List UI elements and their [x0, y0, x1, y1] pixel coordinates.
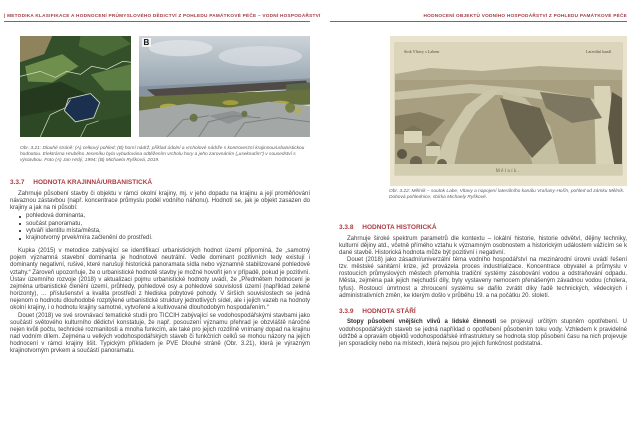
- figure-label-b: B: [143, 38, 150, 47]
- header-rule-right: [330, 21, 627, 22]
- section-title: HODNOTA STÁŘÍ: [362, 307, 416, 315]
- paragraph: Zahrnuje působení stavby či objektu v rámci okolní krajiny, mj. v jeho dopadu na krajinu a její proměňování návaznou zástavbou (např. koncentrace průmyslu podél vodního náhonu). Hodnotí se, jak je objekt zasazen do krajiny a jak na ni působí:: [10, 190, 310, 211]
- paragraph: [339, 319, 627, 348]
- postcard-label-canal: Laterální kanál: [586, 49, 612, 54]
- criteria-list: [10, 213, 310, 242]
- postcard-illustration: [390, 36, 627, 186]
- figure-caption-321: Obr. 3.21: Dlouhé stráně: (A) celkový pohled; (B) horní nádrž; příklad údolní a vrcholové nádrže s kontroverzní krajinnou/urbanistickou hodnotou. Elektrárna Hrubého Jeseníku byla vybudována odtěžením vrcholu hory a jeho zarovnáním („useknutím“) v sousedství s výstavbou. Foto (A) Jan Hrdý, 1994; (B) Michaela Ryšková, 2019.: [20, 146, 305, 164]
- paragraph-bold-lead: Stopy působení vnějších vlivů a lidské činnosti: [347, 319, 497, 326]
- paragraph: Kupka (2015) v metodice zabývající se identifikací urbanistických hodnot území připomíná, že „samotný pojem významná stavební dominanta je hodnotově neutrální. Vedle dominant pozitivních tedy existují i dominanty negativní, rušivé, které narušují historická panoramata sídla nebo významně stabilizované pohledové vztahy.“ Zároveň upozorňuje, že o urbanistické hodnotě stavby je možné hovořit jen v případě, pokud je pozitivní. Ústav územního rozvoje (2018) v aktualizaci pojmu urbanistické hodnoty uvádí, že „Předmětem hodnocení je zejména urbanistické členění území, průhledy, pohledové osy a pohledové souvislosti území (například zelené horizonty), … příslušenství a kvalita prostředí z hlediska pobytové pohody. V širších souvislostech se jedná nejenom o hodnotu dlouhodobé rozptýlené urbanistické struktury jednotlivých sídel, ale i jejich vazeb na hodnoty okolní krajiny, i o hodnotu krajiny samotné, vytvořené a kultivované dlouhodobým hospodařením.“: [10, 248, 310, 312]
- section-number: 3.3.9: [339, 307, 354, 315]
- photo-postcard-melnik: [390, 36, 627, 186]
- section-title: HODNOTA HISTORICKÁ: [362, 224, 437, 231]
- section-heading-338: [339, 224, 627, 232]
- list-item: vytváří identitu místa/města,: [19, 228, 310, 235]
- postcard-label-melnik: Mělník.: [495, 169, 521, 174]
- paragraph-rest: se projevují určitým stupněm opotřebení. U vodohospodářských staveb se jedná například o opotřebení působením toku vody. Vzhledem k pravidelné údržbě a opravám objektů vodohospodářské infrastruktury se hodnota stop působení času na nich projevuje jen sporadicky nebo na místech, která nejsou pro jejich funkčnost podstatná.: [339, 319, 627, 347]
- list-item: krajinotvorný prvek/míra začlenění do prostředí.: [19, 235, 310, 242]
- section-title: HODNOTA KRAJINNÁ/URBANISTICKÁ: [33, 179, 153, 186]
- paragraph: Douet (2018) jako zásadní/univerzální téma vodního hospodářství na mezinárodní úrovni uvádí řešení tzv. městské sanitární krize, jež provázela proces industrializace. Koncentrace obyvatel a průmyslu v rostoucích průmyslových městech přemohla tradiční systémy zásobování vodou a odstraňování odpadu. Města, zejména pak jejich nejchudší díly, byly vystaveny nemocem přenášeným závadnou vodou (cholera, tyfus). Rostoucí úmrtnost a zhroucení systému se dařilo zvrátit díky řadě technických, vědeckých i administrativních změn, ke kterým došlo v průběhu 19. a na počátku 20. století.: [339, 256, 627, 299]
- paragraph: Douet (2018) ve své srovnávací tematické studii pro TICCIH zabývající se vodohospodářskými stavbami jako součástí světového kulturního dědictví konstatuje, že např. posouzení významu přehrad je obzvláště náročné nejen kvůli počtu, technické rozmanitosti a mnoha funkcím, ale také pro jejich rozdílně vnímaný dopad na krajinu nad vodním dílem. Zejména u velkých vodohospodářských staveb či funkčních celků se mohou názory na jejich hodnocení v rámci krajiny lišit. Typickým příkladem je PVE Dlouhé stráně (Obr. 3.21), která je výrazným krajinotvorným prvkem a součástí panoramatu.: [10, 312, 310, 355]
- paragraph: Zahrnuje široké spektrum parametrů dle kontextu – lokální historie, historie odvětví, dějiny techniky, kulturní dějiny atd., včetně přímého vztahu k významným osobnostem a historickým událostem vážícím se k dané stavbě. Historická hodnota může být pozitivní i negativní.: [339, 235, 627, 256]
- postcard-label-confluence: Stok Vltavy s Labem: [404, 49, 440, 54]
- photo-aerial-dlouhe-strane: [20, 36, 131, 137]
- section-heading-337: [10, 179, 310, 187]
- section-number: 3.3.8: [339, 224, 354, 231]
- running-head-right: HODNOCENÍ OBJEKTŮ VODNÍHO HOSPODÁŘSTVÍ Z POHLEDU PAMÁTKOVÉ PÉČE: [423, 13, 627, 18]
- photo-upper-reservoir: [139, 36, 310, 137]
- section-number: 3.3.7: [10, 179, 25, 186]
- left-text-column: [10, 179, 310, 355]
- photo-reservoir-illustration: [139, 36, 310, 137]
- photo-aerial-illustration: [20, 36, 131, 137]
- list-item: součást panoramatu,: [19, 221, 310, 228]
- figure-caption-322: Obr. 3.22: Mělník – soutok Labe, Vltavy a napojení laterálního kanálu Vraňany-Hořín, pohled od zámku Mělník. Dobová pohlednice, sbírka Michaely Ryškové.: [389, 189, 625, 201]
- running-head-left: | METODIKA KLASIFIKACE A HODNOCENÍ PRŮMYSLOVÉHO DĚDICTVÍ Z POHLEDU PAMÁTKOVÉ PÉČE – VODNÍ HOSPODÁŘSTVÍ: [4, 13, 321, 18]
- right-text-column: [339, 224, 627, 348]
- list-item: pohledová dominanta,: [19, 213, 310, 220]
- section-heading-339: [339, 308, 627, 316]
- header-rule-left: [4, 21, 310, 22]
